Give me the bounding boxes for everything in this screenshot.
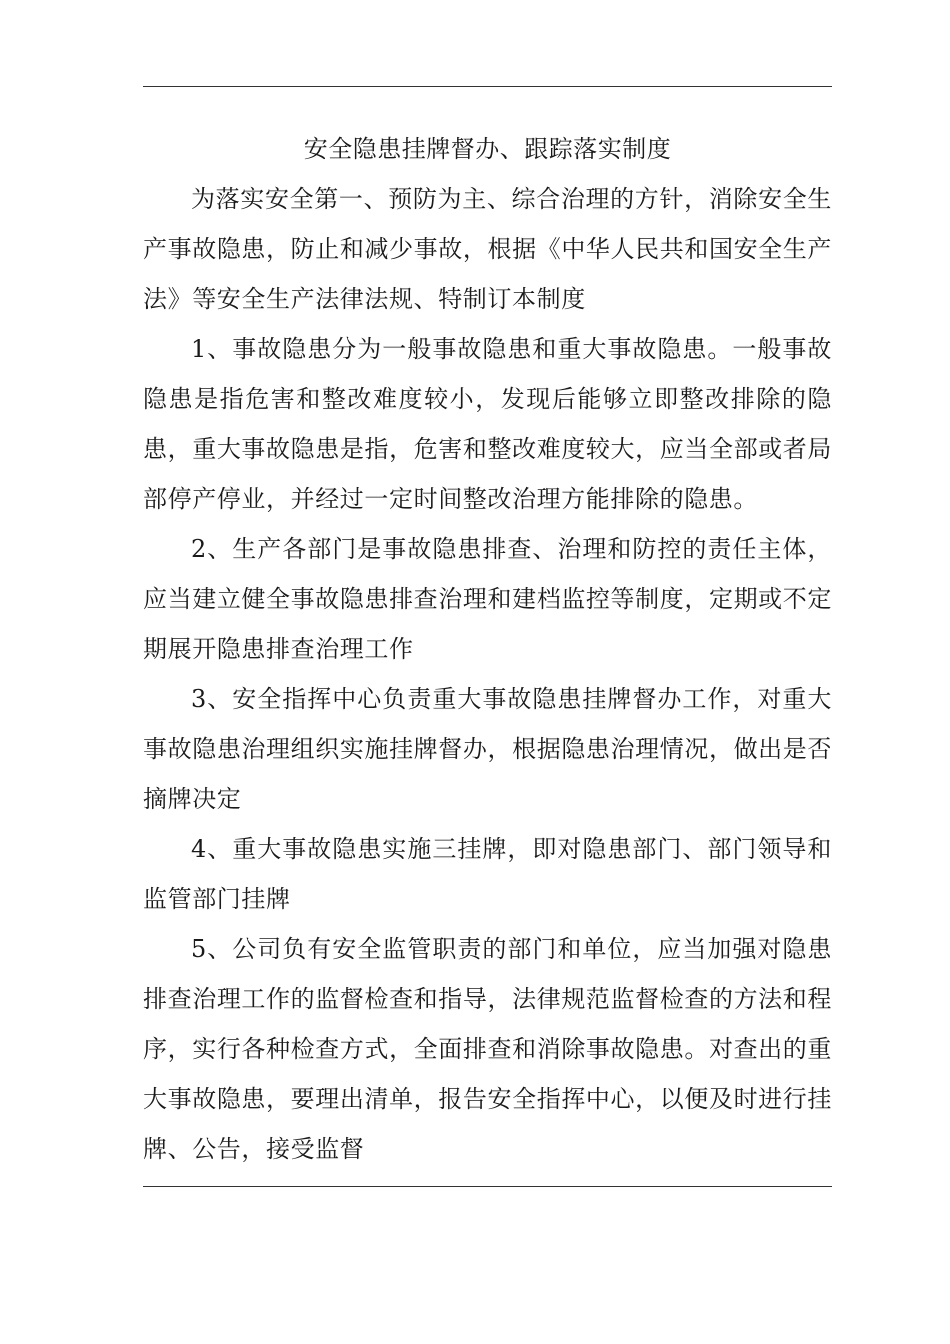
document-body [143, 124, 832, 1174]
footer-rule [143, 1186, 832, 1187]
paragraph-5: 5、公司负有安全监管职责的部门和单位，应当加强对隐患排查治理工作的监督检查和指导，法律规范监督检查的方法和程序，实行各种检查方式，全面排查和消除事故隐患。对查出的重大事故隐患，要理出清单，报告安全指挥中心，以便及时进行挂牌、公告，接受监督 [143, 935, 832, 1163]
paragraph-intro: 为落实安全第一、预防为主、综合治理的方针，消除安全生产事故隐患，防止和减少事故，根据《中华人民共和国安全生产法》等安全生产法律法规、特制订本制度 [143, 185, 832, 313]
paragraph-2: 2、生产各部门是事故隐患排查、治理和防控的责任主体，应当建立健全事故隐患排查治理和建档监控等制度，定期或不定期展开隐患排查治理工作 [143, 535, 832, 663]
paragraph-4: 4、重大事故隐患实施三挂牌，即对隐患部门、部门领导和监管部门挂牌 [143, 835, 832, 913]
paragraph-3: 3、安全指挥中心负责重大事故隐患挂牌督办工作，对重大事故隐患治理组织实施挂牌督办，根据隐患治理情况，做出是否摘牌决定 [143, 685, 832, 813]
document-title: 安全隐患挂牌督办、跟踪落实制度 [303, 135, 672, 163]
paragraph-1: 1、事故隐患分为一般事故隐患和重大事故隐患。一般事故隐患是指危害和整改难度较小，发现后能够立即整改排除的隐患，重大事故隐患是指，危害和整改难度较大，应当全部或者局部停产停业，并经过一定时间整改治理方能排除的隐患。 [143, 335, 832, 513]
header-rule [143, 86, 832, 87]
